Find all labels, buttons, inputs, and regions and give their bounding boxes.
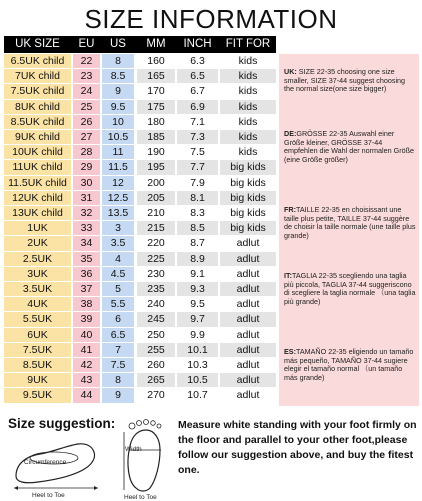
uk-size-cell: 13UK child — [4, 206, 71, 220]
uk-size-cell: 6UK — [4, 328, 71, 342]
heel-to-toe-label-2: Heel to Toe — [124, 494, 157, 501]
width-label: Width — [125, 446, 142, 453]
inch-cell: 9.5 — [190, 298, 205, 311]
eu-cell: 23 — [73, 69, 100, 83]
table-row — [4, 191, 276, 205]
mm-cell: 190 — [147, 146, 165, 159]
inch-cell: 10.1 — [177, 343, 218, 357]
mm-cell: 195 — [137, 160, 175, 174]
circumference-label: Circumference — [24, 459, 67, 466]
col-mm: MM — [146, 38, 166, 50]
table-row — [4, 69, 276, 83]
table-row — [4, 343, 276, 357]
fit-for-cell: adlut — [220, 343, 276, 357]
eu-cell: 29 — [73, 160, 100, 174]
mm-cell: 180 — [147, 115, 165, 128]
inch-cell: 8.1 — [177, 191, 218, 205]
table-row — [4, 130, 276, 144]
table-row — [4, 282, 276, 296]
us-cell: 4 — [102, 252, 134, 266]
inch-cell: 9.7 — [177, 312, 218, 326]
eu-cell: 33 — [73, 221, 100, 235]
mm-cell: 160 — [147, 55, 165, 67]
eu-cell: 37 — [73, 282, 100, 296]
note-text: TAILLE 22-35 en choisissant une taille plus petite, TAILLE 37-44 suggère de choisir la taille normale (une taille plus grande) — [284, 205, 416, 240]
fit-for-cell: adlut — [220, 252, 276, 266]
eu-cell: 31 — [73, 191, 100, 205]
table-row — [4, 115, 276, 129]
fit-for-cell: adlut — [236, 298, 260, 311]
table-row — [4, 236, 276, 250]
eu-cell: 24 — [73, 84, 100, 98]
fit-for-cell: adlut — [236, 359, 260, 371]
inch-cell: 6.3 — [190, 55, 205, 67]
us-cell: 3 — [102, 221, 134, 235]
suggestion-title: Size suggestion: — [8, 416, 116, 431]
eu-cell: 42 — [73, 358, 100, 372]
col-uk-size: UK SIZE — [15, 38, 60, 50]
mm-cell: 270 — [147, 389, 165, 402]
table-header — [4, 36, 276, 53]
fit-for-cell: big kids — [220, 191, 276, 205]
uk-size-cell: 12UK child — [4, 191, 71, 205]
fit-for-cell: kids — [238, 55, 258, 67]
us-cell: 8 — [102, 373, 134, 387]
fit-for-cell: kids — [238, 115, 258, 128]
uk-size-cell: 3.5UK — [4, 282, 71, 296]
table-row — [4, 358, 276, 372]
eu-cell: 30 — [73, 176, 100, 190]
fit-for-cell: adlut — [220, 373, 276, 387]
fit-for-cell: big kids — [230, 207, 266, 219]
eu-cell: 36 — [73, 267, 100, 281]
inch-cell: 7.7 — [177, 160, 218, 174]
uk-size-cell: 2UK — [4, 236, 71, 250]
note-language-code: ES: — [284, 347, 296, 356]
uk-size-cell: 9.5UK — [4, 388, 71, 402]
size-note — [284, 130, 416, 164]
fit-for-cell: kids — [238, 85, 258, 98]
uk-size-cell: 7.5UK child — [4, 84, 71, 98]
table-row — [4, 176, 276, 190]
col-eu: EU — [78, 38, 95, 50]
mm-cell: 175 — [137, 100, 175, 114]
eu-cell: 35 — [73, 252, 100, 266]
inch-cell: 8.9 — [177, 252, 218, 266]
note-text: TAGLIA 22-35 scegliendo una taglia più piccola, TAGLIA 37-44 suggeriscono di scegliere la taglia normale （una taglia più grande) — [284, 271, 416, 306]
inch-cell: 7.9 — [190, 176, 205, 189]
us-cell: 9 — [102, 388, 134, 402]
us-cell: 8 — [102, 54, 134, 68]
eu-cell: 41 — [73, 343, 100, 357]
col-us: US — [110, 38, 126, 50]
us-cell: 7 — [102, 343, 134, 357]
eu-cell: 25 — [73, 100, 100, 114]
mm-cell: 255 — [137, 343, 175, 357]
eu-cell: 40 — [73, 328, 100, 342]
fit-for-cell: adlut — [236, 389, 260, 402]
us-cell: 7.5 — [102, 358, 134, 372]
table-row — [4, 267, 276, 281]
mm-cell: 200 — [147, 176, 165, 189]
us-cell: 11 — [102, 145, 134, 159]
note-language-code: UK: — [284, 67, 297, 76]
us-cell: 11.5 — [102, 160, 134, 174]
uk-size-cell: 9UK — [4, 373, 71, 387]
note-text: SIZE 22-35 choosing one size smaller, SIZE 37-44 suggest choosing the normal size(one size bigger) — [284, 67, 406, 94]
us-cell: 6.5 — [102, 328, 134, 342]
inch-cell: 10.3 — [187, 359, 208, 371]
table-row — [4, 328, 276, 342]
note-text: TAMAÑO 22-35 eligiendo un tamaño más pequeño, TAMAÑO 37-44 sugiere elegir el tamaño normal （un tamaño más grande) — [284, 347, 414, 382]
size-note — [284, 68, 416, 94]
fit-for-cell: kids — [220, 69, 276, 83]
uk-size-cell: 2.5UK — [4, 252, 71, 266]
eu-cell: 34 — [73, 236, 100, 250]
table-row — [4, 221, 276, 235]
uk-size-cell: 10UK child — [4, 145, 71, 159]
note-language-code: FR: — [284, 205, 296, 214]
table-row — [4, 252, 276, 266]
table-row — [4, 388, 276, 402]
us-cell: 8.5 — [102, 69, 134, 83]
note-text: GRÖSSE 22-35 Auswahl einer Größe kleiner, GRÖSSE 37-44 empfehlen die Wahl der normalen Größe (eine Größe größer) — [284, 129, 414, 164]
heel-to-toe-label: Heel to Toe — [32, 492, 65, 499]
fit-for-cell: adlut — [236, 237, 260, 250]
size-suggestion-section — [0, 410, 422, 500]
table-row — [4, 160, 276, 174]
size-note — [284, 272, 416, 306]
us-cell: 9.5 — [102, 100, 134, 114]
eu-cell: 32 — [73, 206, 100, 220]
eu-cell: 27 — [73, 130, 100, 144]
mm-cell: 265 — [137, 373, 175, 387]
mm-cell: 235 — [137, 282, 175, 296]
fit-for-cell: big kids — [230, 176, 266, 189]
fit-for-cell: adlut — [220, 312, 276, 326]
us-cell: 13.5 — [102, 206, 134, 220]
inch-cell: 10.5 — [177, 373, 218, 387]
fit-for-cell: adlut — [220, 282, 276, 296]
uk-size-cell: 6.5UK child — [4, 54, 71, 68]
note-language-code: DE: — [284, 129, 297, 138]
us-cell: 5.5 — [102, 297, 134, 311]
us-cell: 5 — [102, 282, 134, 296]
size-note — [284, 348, 416, 382]
mm-cell: 220 — [147, 237, 165, 250]
fit-for-cell: kids — [238, 146, 258, 159]
mm-cell: 185 — [137, 130, 175, 144]
inch-cell: 9.9 — [190, 328, 205, 341]
fit-for-cell: big kids — [220, 160, 276, 174]
eu-cell: 26 — [73, 115, 100, 129]
foot-side-diagram-icon — [8, 436, 108, 498]
table-row — [4, 54, 276, 68]
uk-size-cell: 1UK — [4, 221, 71, 235]
uk-size-cell: 3UK — [4, 267, 71, 281]
eu-cell: 39 — [73, 312, 100, 326]
eu-cell: 22 — [73, 54, 100, 68]
inch-cell: 8.5 — [177, 221, 218, 235]
col-fit-for: FIT FOR — [225, 38, 271, 50]
fit-for-cell: big kids — [220, 221, 276, 235]
inch-cell: 6.9 — [177, 100, 218, 114]
inch-cell: 8.7 — [190, 237, 205, 250]
table-row — [4, 297, 276, 311]
uk-size-cell: 7.5UK — [4, 343, 71, 357]
inch-cell: 9.1 — [190, 267, 205, 280]
us-cell: 10.5 — [102, 130, 134, 144]
table-row — [4, 206, 276, 220]
uk-size-cell: 4UK — [4, 297, 71, 311]
inch-cell: 6.7 — [190, 85, 205, 98]
table-row — [4, 312, 276, 326]
eu-cell: 43 — [73, 373, 100, 387]
uk-size-cell: 11UK child — [4, 160, 71, 174]
inch-cell: 7.3 — [177, 130, 218, 144]
mm-cell: 205 — [137, 191, 175, 205]
eu-cell: 28 — [73, 145, 100, 159]
fit-for-cell: kids — [220, 130, 276, 144]
us-cell: 3.5 — [102, 236, 134, 250]
mm-cell: 210 — [147, 207, 165, 219]
uk-size-cell: 9UK child — [4, 130, 71, 144]
mm-cell: 260 — [147, 359, 165, 371]
col-inch: INCH — [183, 38, 212, 50]
uk-size-cell: 8UK child — [4, 100, 71, 114]
mm-cell: 170 — [147, 85, 165, 98]
foot-top-diagram-icon — [118, 418, 170, 494]
table-row — [4, 373, 276, 387]
page-title: SIZE INFORMATION — [84, 4, 338, 34]
mm-cell: 165 — [137, 69, 175, 83]
eu-cell: 44 — [73, 388, 100, 402]
us-cell: 12 — [102, 176, 134, 190]
mm-cell: 225 — [137, 252, 175, 266]
inch-cell: 7.5 — [190, 146, 205, 159]
uk-size-cell: 7UK child — [4, 69, 71, 83]
uk-size-cell: 8.5UK child — [4, 115, 71, 129]
mm-cell: 240 — [147, 298, 165, 311]
us-cell: 4.5 — [102, 267, 134, 281]
uk-size-cell: 11.5UK child — [4, 176, 71, 190]
mm-cell: 230 — [147, 267, 165, 280]
fit-for-cell: kids — [220, 100, 276, 114]
mm-cell: 245 — [137, 312, 175, 326]
eu-cell: 38 — [73, 297, 100, 311]
us-cell: 10 — [102, 115, 134, 129]
us-cell: 6 — [102, 312, 134, 326]
inch-cell: 9.3 — [177, 282, 218, 296]
size-note — [284, 206, 416, 240]
table-row — [4, 145, 276, 159]
us-cell: 12.5 — [102, 191, 134, 205]
inch-cell: 8.3 — [190, 207, 205, 219]
note-language-code: IT: — [284, 271, 292, 280]
fit-for-cell: adlut — [236, 328, 260, 341]
uk-size-cell: 5.5UK — [4, 312, 71, 326]
mm-cell: 250 — [147, 328, 165, 341]
inch-cell: 7.1 — [190, 115, 205, 128]
us-cell: 9 — [102, 84, 134, 98]
inch-cell: 6.5 — [177, 69, 218, 83]
table-row — [4, 84, 276, 98]
fit-for-cell: adlut — [236, 267, 260, 280]
measure-instructions: Measure white standing with your foot firmly on the floor and parallel to your other foot,please follow our suggestion above, and buy the fitest one. — [178, 419, 417, 476]
uk-size-cell: 8.5UK — [4, 358, 71, 372]
mm-cell: 215 — [137, 221, 175, 235]
table-row — [4, 100, 276, 114]
inch-cell: 10.7 — [187, 389, 208, 402]
